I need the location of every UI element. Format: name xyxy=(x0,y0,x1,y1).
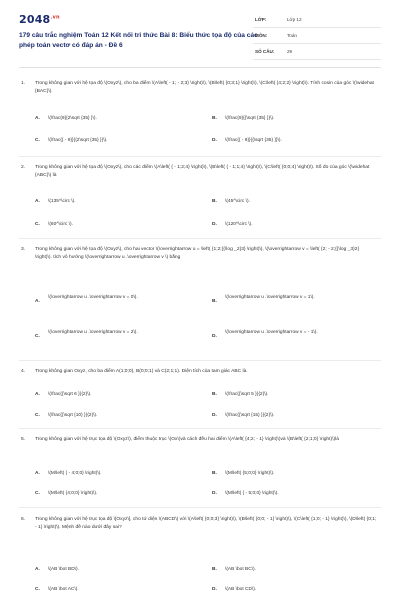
option-text: \(M\left( {5;0;0} \right)\). xyxy=(225,471,275,476)
option-letter: B. xyxy=(212,471,217,476)
option-text: \(\frac{9}{{\sqrt {35} }}\). xyxy=(225,116,275,121)
question-divider xyxy=(19,360,381,361)
option-letter: A. xyxy=(35,116,40,121)
option-letter: C. xyxy=(35,138,40,143)
info-label: MÔN: xyxy=(255,33,268,38)
question-3 xyxy=(19,246,381,262)
question-text: Trong không gian Oxyz, cho ba điểm A(1;0;0), B(0;0;1) và C(2;1;1). Diện tích của tam giác ABC là. xyxy=(35,369,248,374)
option-text: \(\frac{{ - 9}}{{2\sqrt {35} }}\). xyxy=(48,138,108,143)
option-letter: D. xyxy=(212,334,217,339)
question-divider xyxy=(19,428,381,429)
option-letter: D. xyxy=(212,587,217,592)
question-number: 1. xyxy=(21,81,26,86)
option-text: \(120^\circ \). xyxy=(225,222,253,227)
header-divider xyxy=(19,67,381,68)
option-a[interactable] xyxy=(35,470,188,478)
option-b[interactable] xyxy=(212,391,365,399)
option-c[interactable] xyxy=(35,490,188,498)
option-letter: D. xyxy=(212,138,217,143)
option-letter: A. xyxy=(35,392,40,397)
question-number: 6. xyxy=(21,517,26,522)
question-2 xyxy=(19,164,381,180)
option-a[interactable] xyxy=(35,566,188,574)
option-letter: C. xyxy=(35,587,40,592)
logo-main-text: 2048 xyxy=(19,13,51,26)
logo-domain-text: .vn xyxy=(50,14,60,21)
question-text: Trong không gian với hệ tọa độ \(Oxyz\), cho các điểm \(A\left( { - 1;2;4} \right)\), \(B\left( { - 1;1;4} \right)\), \(C\left( {0;0;4} \right)\). Số đo của góc \(\widehat {ABC}\) là xyxy=(35,165,370,178)
option-letter: D. xyxy=(212,491,217,496)
option-text: \(M\left( {4;0;0} \right)\). xyxy=(48,491,98,496)
option-b[interactable] xyxy=(212,294,325,306)
option-letter: A. xyxy=(35,199,40,204)
info-value: Toán xyxy=(287,33,297,38)
question-text: Trong không gian với hệ tọa độ \(Oxyz\), cho ba điểm \(A\left( - 1; - 2;3} \right)\), \(B\left( {0;3;1} \right)\), \(C\left( {4;2;2} \right)\). Tính cosin của góc \(\widehat {BAC}\). xyxy=(35,81,374,94)
option-text: \(\frac{{\sqrt {10} }}{2}\). xyxy=(48,413,98,418)
option-c[interactable] xyxy=(35,586,188,594)
option-c[interactable] xyxy=(35,137,188,145)
info-table xyxy=(253,12,381,60)
option-letter: B. xyxy=(212,299,217,304)
option-letter: A. xyxy=(35,567,40,572)
option-text: \(AB \bot AC\). xyxy=(48,587,79,592)
info-row-subject xyxy=(253,28,381,44)
option-a[interactable] xyxy=(35,391,188,399)
option-text: \(\frac{{\sqrt {15} }}{2}\). xyxy=(225,413,275,418)
info-row-count xyxy=(253,44,381,60)
option-d[interactable] xyxy=(212,586,365,594)
option-text: \(AB \bot CD\). xyxy=(225,587,257,592)
info-label: LỚP: xyxy=(255,17,267,22)
site-logo[interactable] xyxy=(19,13,60,26)
option-letter: D. xyxy=(212,413,217,418)
question-divider xyxy=(19,507,381,508)
question-number: 3. xyxy=(21,247,26,252)
option-text: \(AB \bot BC\). xyxy=(225,567,256,572)
option-letter: C. xyxy=(35,491,40,496)
option-letter: C. xyxy=(35,334,40,339)
option-text: \(AB \bot BD\). xyxy=(48,567,79,572)
option-text: \(\overrightarrow u .\overrightarrow v = - 1\). xyxy=(225,330,318,335)
option-text: \(\frac{{\sqrt 5 }}{2}\). xyxy=(225,392,269,397)
option-text: \(\overrightarrow u .\overrightarrow v = 1\). xyxy=(225,295,315,300)
option-text: \(\frac{9}{2\sqrt {35} }\). xyxy=(48,116,97,121)
question-number: 5. xyxy=(21,437,26,442)
option-a[interactable] xyxy=(35,115,188,123)
question-divider xyxy=(19,238,381,239)
question-text: Trong không gian với hệ trục tọa độ \(Oxyz\), điểm thuộc trục \(Ox\)và cách đều hai điểm \(A\left( {4;2; - 1} \right)\)và \(B\left( {2;1;0} \right)\)là xyxy=(35,437,339,442)
option-a[interactable] xyxy=(35,294,148,306)
question-text: Trong không gian với hệ trục tọa độ \[Oxyz\], cho tứ diện \(ABCD\) với \(A\left( {0;0;3} \right)\), \(B\left( {0;0; - 1} \right)\), \(C\left( {1;0; - 1} \right)\), \(D\left( {0;1; - 1} \right)\). Mệnh đề nào dưới đây sai? xyxy=(35,517,377,530)
option-d[interactable] xyxy=(212,412,365,420)
option-c[interactable] xyxy=(35,221,188,229)
option-letter: B. xyxy=(212,199,217,204)
info-label: SỐ CÂU: xyxy=(255,49,275,54)
option-letter: A. xyxy=(35,299,40,304)
question-1 xyxy=(19,80,381,96)
question-divider xyxy=(19,156,381,157)
option-letter: C. xyxy=(35,222,40,227)
option-b[interactable] xyxy=(212,470,365,478)
option-letter: B. xyxy=(212,116,217,121)
page-title: 179 câu trắc nghiệm Toán 12 Kết nối tri thức Bài 8: Biểu thức tọa độ của các phép toán vectơ có đáp án - Đề 6 xyxy=(19,32,258,49)
option-letter: B. xyxy=(212,567,217,572)
option-text: \(\overrightarrow u .\overrightarrow v = 0\). xyxy=(48,295,138,300)
option-text: \(\frac{{ - 9}}{{\sqrt {35} }}\). xyxy=(225,138,282,143)
option-letter: C. xyxy=(35,413,40,418)
option-a[interactable] xyxy=(35,198,188,206)
option-b[interactable] xyxy=(212,115,365,123)
question-6 xyxy=(19,516,381,532)
info-value: 29 xyxy=(287,49,293,54)
option-d[interactable] xyxy=(212,490,365,498)
question-number: 4. xyxy=(21,369,26,374)
option-text: \(45^\circ \). xyxy=(225,199,250,204)
page-header xyxy=(0,0,400,64)
info-value: Lớp 12 xyxy=(287,17,302,22)
option-d[interactable] xyxy=(212,137,365,145)
option-d[interactable] xyxy=(212,329,325,341)
question-4 xyxy=(19,368,381,376)
question-5 xyxy=(19,436,381,444)
question-text: Trong không gian với hệ tọa độ \(Oxyz\), cho hai vector \(\overrightarrow u = \left( {1;2;{{\log _2}3} \right)\), \(\overrightarrow v = \left( {2; - 2;{{\log _3}2} \right)\). tích vô hướng \(\overrightarrow u .\overrightarrow v \) bằng xyxy=(35,247,360,260)
question-number: 2. xyxy=(21,165,26,170)
option-text: \(135^\circ \). xyxy=(48,199,76,204)
option-b[interactable] xyxy=(212,566,365,574)
option-text: \(\overrightarrow u .\overrightarrow v = 2\). xyxy=(48,330,138,335)
option-text: \(60^\circ \). xyxy=(48,222,73,227)
option-letter: D. xyxy=(212,222,217,227)
option-letter: A. xyxy=(35,471,40,476)
option-b[interactable] xyxy=(212,198,365,206)
option-letter: B. xyxy=(212,392,217,397)
option-text: \(M\left( { - 4;0;0} \right)\). xyxy=(48,471,102,476)
info-row-class xyxy=(253,12,381,28)
option-text: \(\frac{{\sqrt 6 }}{2}\). xyxy=(48,392,92,397)
option-text: \(M\left( { - 5;0;0} \right)\). xyxy=(225,491,279,496)
option-c[interactable] xyxy=(35,412,188,420)
option-c[interactable] xyxy=(35,329,148,341)
option-d[interactable] xyxy=(212,221,365,229)
